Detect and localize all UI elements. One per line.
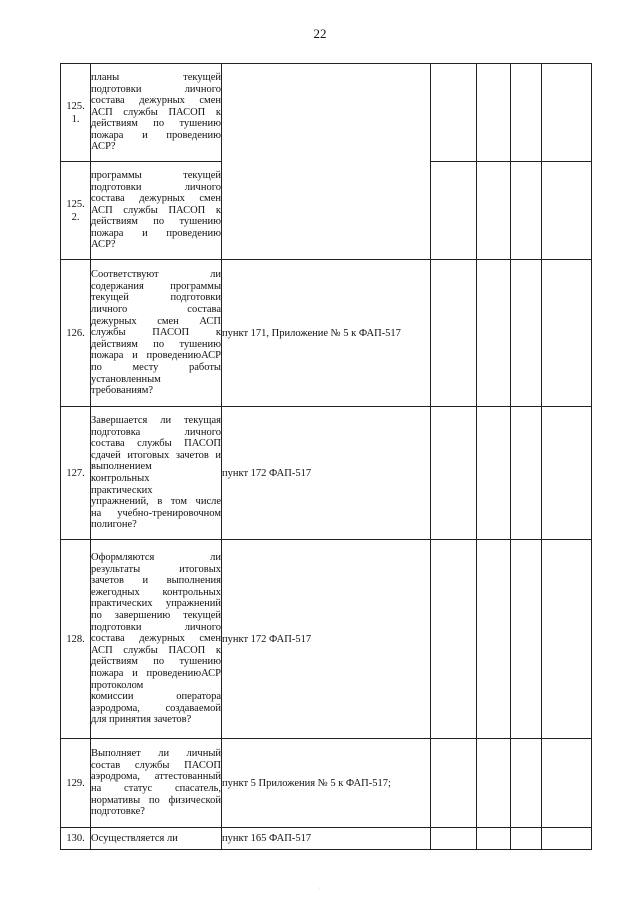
- question-line: дежурных смен АСП: [91, 315, 221, 327]
- question-line: подготовке?: [91, 806, 145, 818]
- question-line: программы текущей: [91, 169, 221, 181]
- question-line: действиям по тушению: [91, 656, 221, 668]
- question-line: АСР?: [91, 239, 116, 251]
- question-line: пожара и проведениюАСР: [91, 350, 221, 362]
- answer-cell: [477, 739, 511, 828]
- answer-cell: [542, 64, 592, 162]
- reference-cell: пункт 165 ФАП-517: [222, 828, 431, 850]
- question-line: подготовка личного: [91, 426, 221, 438]
- question-line: АСР?: [91, 141, 116, 153]
- row-number: 125. 1.: [61, 64, 91, 162]
- question-line: пожара и проведению: [91, 129, 221, 141]
- answer-cell: [511, 540, 542, 739]
- question-line: протоколом: [91, 679, 144, 691]
- question-line: пожара и проведениюАСР: [91, 667, 221, 679]
- question-line: подготовки личного: [91, 621, 221, 633]
- question-line: действиям по тушению: [91, 216, 221, 228]
- answer-cell: [431, 162, 477, 260]
- answer-cell: [542, 407, 592, 540]
- question-line: практических: [91, 484, 153, 496]
- question-line: службы ПАСОП к: [91, 327, 221, 339]
- question-cell: [91, 260, 222, 407]
- table-row: [61, 828, 592, 850]
- question-line: для принятия зачетов?: [91, 714, 192, 726]
- question-line: по завершению текущей: [91, 610, 221, 622]
- scan-mark: ˙: [318, 886, 321, 895]
- question-line: ежегодных контрольных: [91, 586, 221, 598]
- answer-cell: [542, 828, 592, 850]
- answer-cell: [477, 162, 511, 260]
- answer-cell: [511, 162, 542, 260]
- question-line: на статус спасатель,: [91, 783, 221, 794]
- question-line: планы текущей: [91, 71, 221, 83]
- answer-cell: [511, 64, 542, 162]
- row-number: 130.: [61, 828, 91, 850]
- question-line: практических упражнений: [91, 598, 221, 610]
- answer-cell: [477, 828, 511, 850]
- row-number: 128.: [61, 540, 91, 739]
- answer-cell: [477, 407, 511, 540]
- table-row: [61, 407, 592, 540]
- question-line: установленным: [91, 373, 161, 385]
- reference-cell: пункт 171, Приложение № 5 к ФАП-517: [222, 260, 431, 407]
- reference-cell: [222, 64, 431, 260]
- question-line: требованиям?: [91, 385, 154, 397]
- question-line: АСП службы ПАСОП к: [91, 204, 221, 216]
- answer-cell: [511, 407, 542, 540]
- answer-cell: [431, 828, 477, 850]
- answer-cell: [542, 162, 592, 260]
- question-cell: [91, 739, 222, 828]
- question-line: Соответствуют ли: [91, 269, 221, 281]
- answer-cell: [511, 828, 542, 850]
- answer-cell: [542, 739, 592, 828]
- question-line: Осуществляется ли: [91, 832, 178, 844]
- question-cell: [91, 540, 222, 739]
- row-number: 126.: [61, 260, 91, 407]
- table-row: [61, 64, 592, 162]
- question-line: результаты итоговых: [91, 563, 221, 575]
- question-line: состава дежурных смен: [91, 633, 221, 645]
- question-line: на учебно-тренировочном: [91, 507, 221, 519]
- question-line: полигоне?: [91, 519, 137, 531]
- table-row: [61, 739, 592, 828]
- answer-cell: [542, 260, 592, 407]
- answer-cell: [511, 739, 542, 828]
- question-line: выполнением: [91, 461, 152, 473]
- question-line: подготовки личного: [91, 181, 221, 193]
- question-line: упражнений, в том числе: [91, 496, 221, 508]
- question-line: АСП службы ПАСОП к: [91, 644, 221, 656]
- question-cell: [91, 64, 222, 162]
- question-line: состава службы ПАСОП: [91, 438, 221, 450]
- checklist-table: [60, 63, 592, 850]
- question-cell: [91, 162, 222, 260]
- question-line: состава дежурных смен: [91, 193, 221, 205]
- question-line: Оформляются ли: [91, 552, 221, 564]
- question-line: нормативы по физической: [91, 794, 221, 806]
- reference-cell: пункт 5 Приложения № 5 к ФАП-517;: [222, 739, 431, 828]
- answer-cell: [431, 407, 477, 540]
- question-line: аэродрома, аттестованный: [91, 771, 221, 783]
- answer-cell: [542, 540, 592, 739]
- question-line: состава дежурных смен: [91, 95, 221, 107]
- row-number: 129.: [61, 739, 91, 828]
- question-cell: [91, 828, 222, 850]
- question-line: сдачей итоговых зачетов и: [91, 449, 221, 461]
- answer-cell: [477, 260, 511, 407]
- question-line: пожара и проведению: [91, 227, 221, 239]
- question-line: зачетов и выполнения: [91, 575, 221, 587]
- answer-cell: [431, 64, 477, 162]
- reference-cell: пункт 172 ФАП-517: [222, 540, 431, 739]
- answer-cell: [511, 260, 542, 407]
- row-number: 125. 2.: [61, 162, 91, 260]
- answer-cell: [431, 540, 477, 739]
- question-line: по месту работы: [91, 361, 221, 373]
- question-line: Завершается ли текущая: [91, 415, 221, 427]
- question-line: подготовки личного: [91, 83, 221, 95]
- answer-cell: [431, 260, 477, 407]
- question-line: комиссии оператора: [91, 691, 221, 703]
- answer-cell: [477, 540, 511, 739]
- question-line: личного состава: [91, 304, 221, 316]
- question-line: действиям по тушению: [91, 338, 221, 350]
- question-line: Выполняет ли личный: [91, 748, 221, 760]
- reference-cell: пункт 172 ФАП-517: [222, 407, 431, 540]
- question-line: АСП службы ПАСОП к: [91, 106, 221, 118]
- table-row: [61, 260, 592, 407]
- answer-cell: [431, 739, 477, 828]
- question-line: действиям по тушению: [91, 118, 221, 130]
- question-line: содержания программы: [91, 280, 221, 292]
- question-cell: [91, 407, 222, 540]
- page-number: 22: [313, 26, 327, 41]
- answer-cell: [477, 64, 511, 162]
- question-line: состав службы ПАСОП: [91, 759, 221, 771]
- question-line: аэродрома, создаваемой: [91, 702, 221, 714]
- table-row: [61, 540, 592, 739]
- question-line: контрольных: [91, 473, 150, 484]
- question-line: текущей подготовки: [91, 292, 221, 304]
- row-number: 127.: [61, 407, 91, 540]
